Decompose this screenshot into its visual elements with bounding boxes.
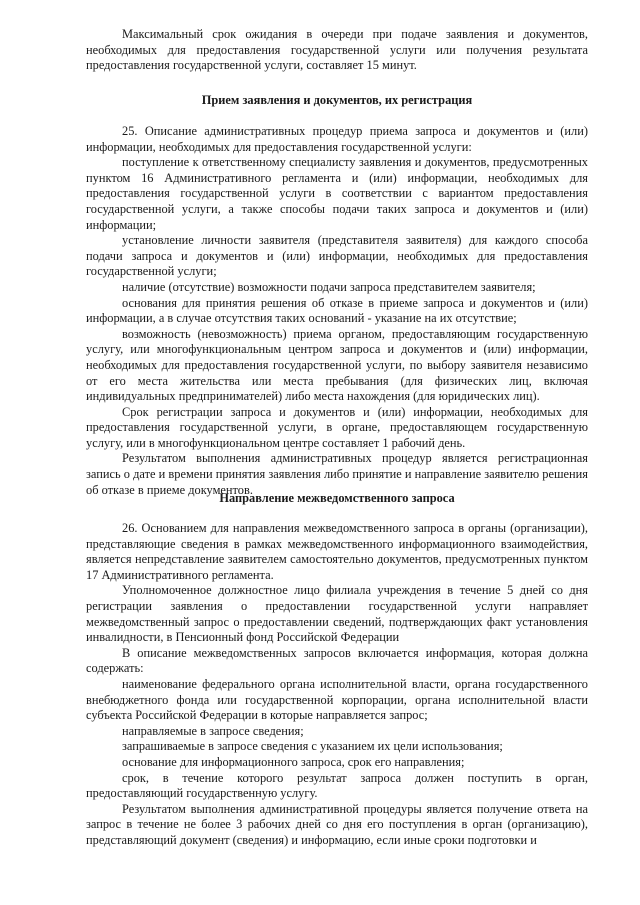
paragraph: Результатом выполнения административных процедур является регистрационная запись о дате и времени принятия заявления либо принятие и направление заявителю решения об отказе в приеме документов. <box>86 451 588 497</box>
paragraph: В описание межведомственных запросов включается информация, которая должна содержать: <box>86 645 588 676</box>
paragraph: Результатом выполнения административной процедуры является получение ответа на запрос в течение не более 3 рабочих дней со дня его поступления в орган (организацию), представляющий документ (сведения) и информацию, если иные сроки подготовки и <box>86 801 588 847</box>
paragraph: наименование федерального органа исполнительной власти, органа государственного внебюджетного фонда или государственной корпорации, органа исполнительной власти субъекта Российской Федерации в которые направляется запрос; <box>86 676 588 723</box>
intro-paragraph: Максимальный срок ожидания в очереди при подаче заявления и документов, необходимых для предоставления государственной услуги или получения результата предоставления государственной услуги, составляет 15 минут. <box>86 27 588 73</box>
paragraph: основание для информационного запроса, срок его направления; <box>122 754 465 769</box>
paragraph: Срок регистрации запроса и документов и (или) информации, необходимых для предоставления государственной услуги, в органе, предоставляющем государственную услугу, или в многофункциональном центре составляет 1 рабочий день. <box>86 404 588 450</box>
section-reception-body <box>86 124 588 498</box>
intro-block <box>86 27 588 74</box>
section-heading-reception: Прием заявления и документов, их регистрация <box>201 93 473 107</box>
paragraph: запрашиваемые в запросе сведения с указанием их цели использования; <box>122 739 503 754</box>
paragraph: Уполномоченное должностное лицо филиала учреждения в течение 5 дней со дня регистрации заявления о предоставлении государственной услуги направляет межведомственный запрос о предоставлении сведений, подтверждающих факт установления инвалидности, в Пенсионный фонд Российской Федерации <box>86 583 588 645</box>
paragraph: 25. Описание административных процедур приема запроса и документов и (или) информации, необходимых для предоставления государственной услуги: <box>86 124 588 154</box>
paragraph: наличие (отсутствие) возможности подачи запроса представителем заявителя; <box>122 279 536 294</box>
section-heading-interagency-request: Направление межведомственного запроса <box>219 491 455 505</box>
paragraph: установление личности заявителя (представителя заявителя) для каждого способа подачи запроса и документов и (или) информации, необходимых для предоставления государственной услуги; <box>86 233 588 279</box>
paragraph: возможность (невозможность) приема органом, предоставляющим государственную услугу, или многофункциональным центром запроса и документов и (или) информации, необходимых для предоставления государственной услуги, по выбору заявителя независимо от его места жительства или места пребывания (для физических лиц, включая индивидуальных предпринимателей) либо места нахождения (для юридических лиц). <box>86 326 588 404</box>
paragraph: основания для принятия решения об отказе в приеме запроса и документов и (или) информации, а в случае отсутствия таких оснований - указание на их отсутствие; <box>86 295 588 326</box>
paragraph: направляемые в запросе сведения; <box>122 723 304 738</box>
paragraph: 26. Основанием для направления межведомственного запроса в органы (организации), представляющие сведения в рамках межведомственного информационного взаимодействия, является непредставление заявителем самостоятельно документов, предусмотренных пунктом 17 Административного регламента. <box>86 521 588 582</box>
section-interagency-body <box>86 521 588 848</box>
paragraph: поступление к ответственному специалисту заявления и документов, предусмотренных пунктом 16 Административного регламента и (или) информации, необходимых для предоставления государственной услуги в соответствии с вариантом предоставления государственной услуги, а также способы подачи таких запроса и документов и (или) информации; <box>86 155 588 232</box>
paragraph: срок, в течение которого результат запроса должен поступить в орган, предоставляющий государственную услугу. <box>86 770 588 801</box>
